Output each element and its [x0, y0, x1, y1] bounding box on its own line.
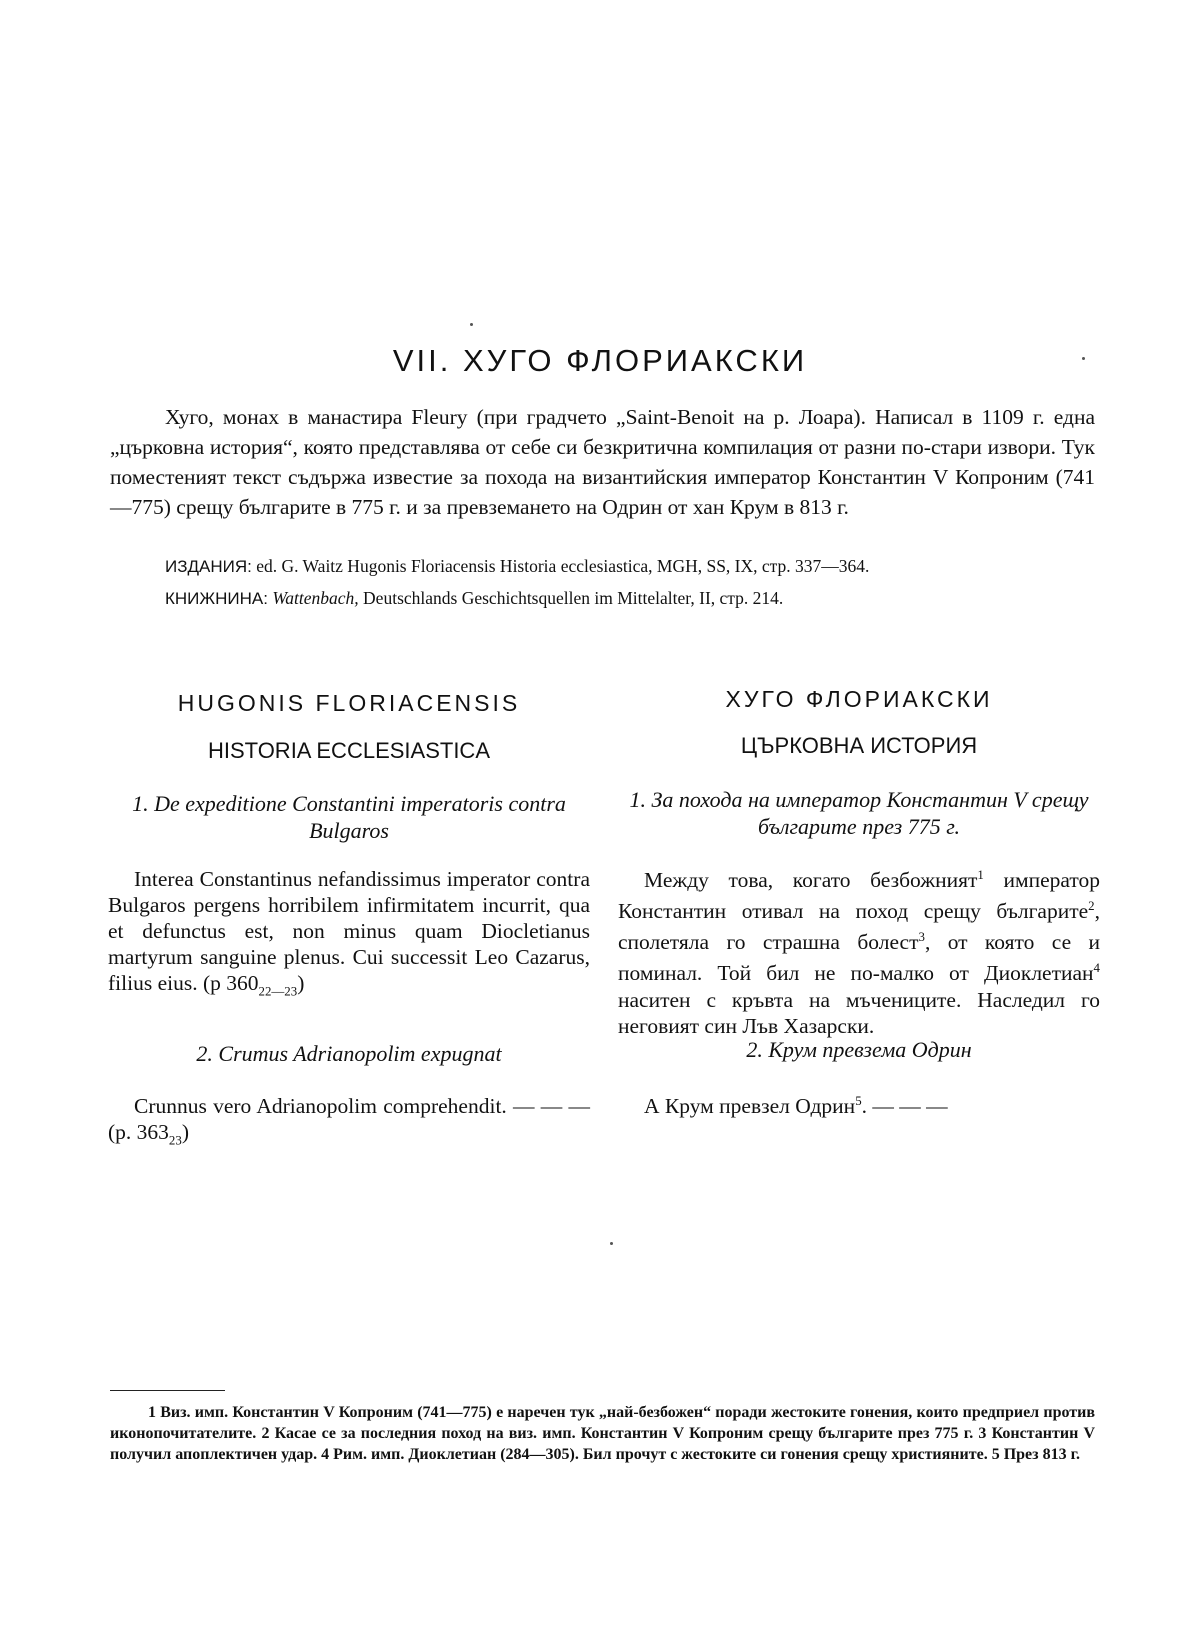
literature-label: КНИЖНИНА: [165, 589, 268, 608]
bulgarian-text-part: А Крум превзел Одрин [644, 1094, 856, 1119]
latin-section-1-body: Interea Constantinus nefandissimus imperator contra Bulgaros pergens horribilem infirmitatem incurrit, qua et defunctus est, non minus quam Diocletianus martyrum sanguine plenus. Cui successit Leo Cazarus, filius eius. (p $360_{22—23}$) [108, 867, 590, 999]
footnote-2: 2 Касае се за последния поход на виз. имп. Константин V Копроним срещу българите през 775 г. [261, 1425, 974, 1442]
latin-section-2-title: 2. Crumus Adrianopolim expugnat [196, 1041, 502, 1066]
bulgarian-section-1-title: 1. За похода на император Константин V срещу българите през 775 г. [629, 787, 1089, 839]
bulgarian-section-2-title: 2. Крум превзема Одрин [746, 1037, 972, 1062]
footnotes [110, 1402, 1095, 1465]
latin-section-2-ref: (p. 363 [108, 1120, 169, 1144]
editions-text: ed. G. Waitz Hugonis Floriacensis Historia ecclesiastica, MGH, SS, IX, стр. 337—364. [256, 556, 870, 576]
latin-section-2-text: Crunnus vero Adrianopolim comprehendit. — — — [134, 1094, 590, 1118]
bulgarian-text-part: , сполетяла го страшна болест [618, 899, 1100, 955]
editions-line [165, 556, 1095, 577]
footnote-1: 1 Виз. имп. Константин V Копроним (741—775) е наречен тук „най-безбожен“ поради жестоките гонения, които предприел против иконопочитателите. [110, 1404, 1095, 1442]
latin-title: HUGONIS FLORIACENSIS [177, 690, 521, 716]
latin-section-1-ref: (p 360 [202, 971, 259, 995]
bulgarian-text-part: император Константин отивал на поход срещу българите [618, 868, 1100, 924]
footnote-ref-2: 2 [1088, 899, 1095, 914]
footnote-ref-5: 5 [855, 1094, 862, 1108]
latin-section-1-text: Interea Constantinus nefandissimus imperator contra Bulgaros pergens horribilem infirmitatem incurrit, qua et defunctus est, non minus quam Diocletianus martyrum sanguine plenus. Cui successit Leo Cazarus, filius eius. [108, 867, 590, 995]
latin-subtitle: HISTORIA ECCLESIASTICA [207, 738, 490, 763]
bulgarian-section-2-body [618, 1088, 1100, 1119]
intro-text: Хуго, монах в манастира Fleury (при градчето „Saint-Benoit на р. Лоара). Написал в 1109 г. една „църковна история“, която представлява от себе си безкритична компилация от разни по-стари извори. Тук поместеният текст съдържа известие за похода на византийския император Константин V Копроним (741—775) срещу българите в 775 г. и за превземането на Одрин от хан Крум в 813 г. [110, 405, 1095, 519]
latin-section-1-title: 1. De expeditione Constantini imperatoris contra Bulgaros [132, 791, 566, 843]
print-speck [470, 323, 473, 326]
chapter-title: VII. ХУГО ФЛОРИАКСКИ [392, 343, 808, 378]
footnote-ref-3: 3 [918, 930, 925, 945]
bulgarian-section-1-body [618, 862, 1100, 1039]
latin-section-2-body: Crunnus vero Adrianopolim comprehendit. — — — (p. $363_{23}$) [108, 1094, 590, 1148]
bulgarian-text-part: . — — — [861, 1094, 948, 1119]
bulgarian-subtitle: ЦЪРКОВНА ИСТОРИЯ [740, 733, 978, 758]
bulgarian-title: ХУГО ФЛОРИАКСКИ [725, 686, 993, 712]
intro-paragraph [110, 402, 1095, 522]
literature-line [165, 588, 1095, 609]
literature-author: Wattenbach, [272, 588, 359, 608]
footnote-rule [110, 1390, 225, 1391]
bulgarian-text-part: , от която се и поминал. Той бил не по-малко от Диоклетиан [618, 930, 1100, 986]
bulgarian-text-part: наситен с кръвта на мъчениците. Наследил го неговият син Лъв Хазарски. [618, 987, 1100, 1038]
bulgarian-text-part: Между това, когато безбожният [644, 868, 978, 893]
footnote-5: 5 През 813 г. [991, 1446, 1081, 1463]
editions-label: ИЗДАНИЯ: [165, 557, 252, 576]
footnote-4: 4 Рим. имп. Диоклетиан (284—305). Бил прочут с жестоките си гонения срещу християните. [321, 1446, 988, 1463]
footnote-ref-1: 1 [977, 868, 984, 882]
literature-text: Deutschlands Geschichtsquellen im Mittelalter, II, стр. 214. [363, 588, 784, 608]
latin-section-2-ref-lines: 23 [168, 1133, 182, 1148]
latin-section-1-ref-lines: 22—23 [258, 984, 298, 999]
print-speck [610, 1242, 613, 1245]
footnote-3: 3 Константин V получил апоплектичен удар. [110, 1425, 1096, 1463]
footnote-ref-4: 4 [1093, 961, 1100, 976]
